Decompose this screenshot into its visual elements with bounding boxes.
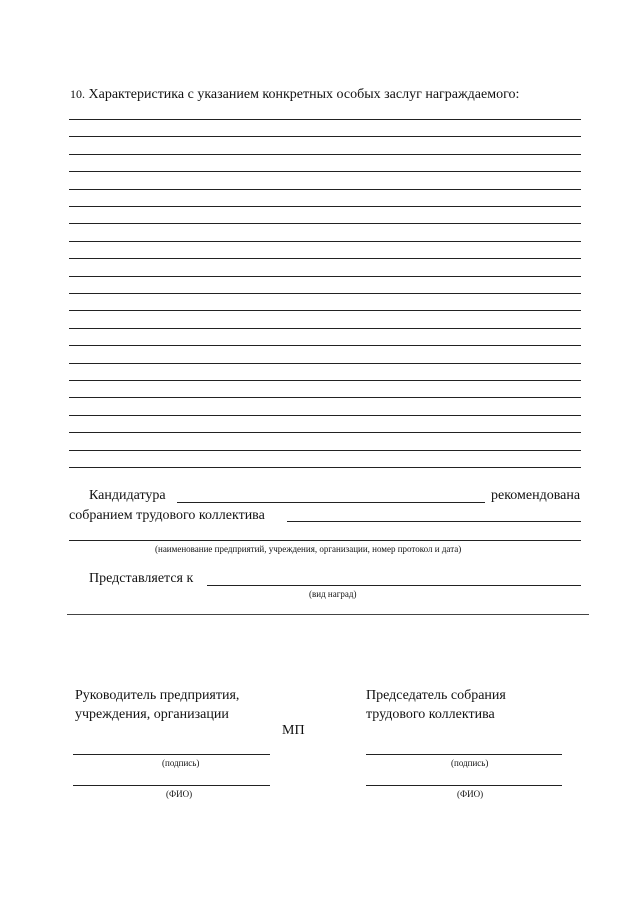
section-title-text: Характеристика с указанием конкретных особых заслуг награждаемого: bbox=[88, 87, 520, 102]
right-signature-field[interactable] bbox=[366, 754, 562, 755]
characteristic-line[interactable] bbox=[69, 136, 581, 137]
section-number: 10. bbox=[70, 87, 85, 101]
award-type-hint: (вид наград) bbox=[309, 589, 357, 599]
award-type-field[interactable] bbox=[207, 585, 581, 586]
characteristic-line[interactable] bbox=[69, 310, 581, 311]
characteristic-line[interactable] bbox=[69, 450, 581, 451]
candidacy-label: Кандидатура bbox=[89, 488, 166, 503]
characteristic-line[interactable] bbox=[69, 241, 581, 242]
left-name-hint: (ФИО) bbox=[166, 789, 193, 799]
characteristic-line[interactable] bbox=[69, 397, 581, 398]
recommended-label: рекомендована bbox=[491, 488, 581, 503]
left-name-field[interactable] bbox=[73, 785, 270, 786]
characteristic-line[interactable] bbox=[69, 258, 581, 259]
assembly-field[interactable] bbox=[287, 521, 581, 522]
right-title-line2: трудового коллектива bbox=[366, 707, 495, 722]
right-name-field[interactable] bbox=[366, 785, 562, 786]
left-title-line2: учреждения, организации bbox=[75, 707, 229, 722]
characteristic-line[interactable] bbox=[69, 467, 581, 468]
candidacy-name-field[interactable] bbox=[177, 502, 485, 503]
section-10-title bbox=[70, 87, 519, 103]
characteristic-line[interactable] bbox=[69, 171, 581, 172]
organization-protocol-hint: (наименование предприятий, учреждения, организации, номер протокол и дата) bbox=[155, 544, 462, 554]
characteristic-line[interactable] bbox=[69, 380, 581, 381]
left-signature-field[interactable] bbox=[73, 754, 270, 755]
section-divider bbox=[67, 614, 589, 615]
characteristic-line[interactable] bbox=[69, 432, 581, 433]
characteristic-line[interactable] bbox=[69, 276, 581, 277]
characteristic-line[interactable] bbox=[69, 363, 581, 364]
characteristic-line[interactable] bbox=[69, 154, 581, 155]
stamp-placeholder: МП bbox=[282, 723, 305, 738]
characteristic-line[interactable] bbox=[69, 328, 581, 329]
right-title-line1: Председатель собрания bbox=[366, 688, 506, 703]
presented-label: Представляется к bbox=[89, 571, 194, 586]
organization-protocol-field[interactable] bbox=[69, 540, 581, 541]
assembly-label: собранием трудового коллектива bbox=[69, 508, 265, 523]
characteristic-line[interactable] bbox=[69, 415, 581, 416]
characteristic-line[interactable] bbox=[69, 189, 581, 190]
characteristic-line[interactable] bbox=[69, 293, 581, 294]
left-signature-hint: (подпись) bbox=[162, 758, 200, 768]
characteristic-line[interactable] bbox=[69, 223, 581, 224]
characteristic-line[interactable] bbox=[69, 345, 581, 346]
characteristic-line[interactable] bbox=[69, 119, 581, 120]
right-name-hint: (ФИО) bbox=[457, 789, 484, 799]
left-title-line1: Руководитель предприятия, bbox=[75, 688, 240, 703]
right-signature-hint: (подпись) bbox=[451, 758, 489, 768]
characteristic-line[interactable] bbox=[69, 206, 581, 207]
